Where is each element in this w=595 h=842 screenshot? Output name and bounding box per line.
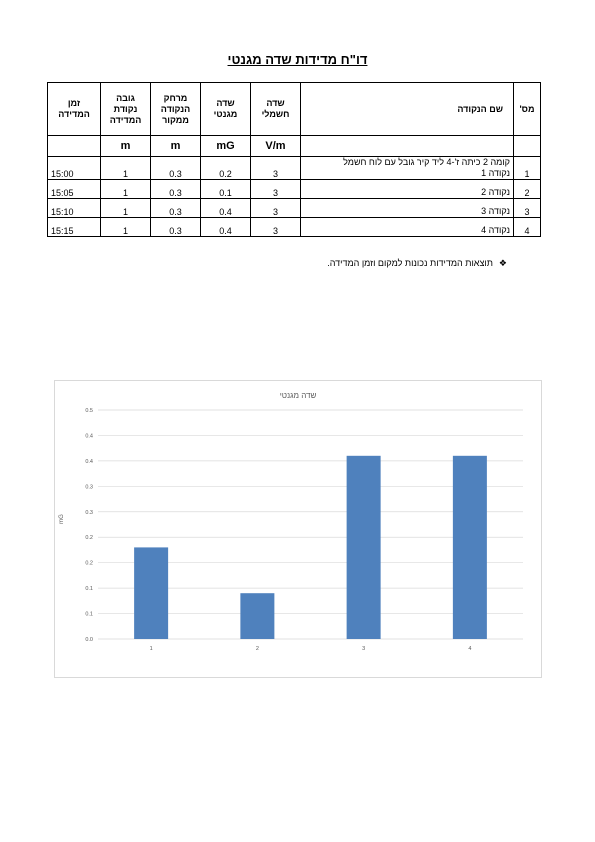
cell-magnetic: 0.2 bbox=[201, 157, 251, 180]
bar bbox=[347, 456, 381, 639]
cell-name: נקודה 3 bbox=[301, 199, 514, 218]
unit-time bbox=[48, 136, 101, 157]
y-tick-label: 0.2 bbox=[85, 535, 93, 542]
cell-distance: 0.3 bbox=[151, 199, 201, 218]
cell-name-point: נקודה 1 bbox=[481, 168, 510, 178]
results-note bbox=[327, 258, 507, 269]
cell-name bbox=[301, 157, 514, 180]
bar bbox=[240, 593, 274, 639]
header-time: זמן המדידה bbox=[48, 83, 101, 136]
units-row bbox=[48, 136, 541, 157]
header-row bbox=[48, 83, 541, 136]
table-row bbox=[48, 199, 541, 218]
unit-electric: V/m bbox=[251, 136, 301, 157]
unit-height: m bbox=[101, 136, 151, 157]
chart-title: שדה מגנטי bbox=[279, 391, 317, 400]
cell-time: 15:10 bbox=[48, 199, 101, 218]
cell-magnetic: 0.1 bbox=[201, 180, 251, 199]
y-tick-label: 0.1 bbox=[85, 611, 93, 618]
cell-electric: 3 bbox=[251, 199, 301, 218]
cell-height: 1 bbox=[101, 218, 151, 237]
cell-electric: 3 bbox=[251, 157, 301, 180]
unit-distance: m bbox=[151, 136, 201, 157]
y-tick-label: 0.4 bbox=[85, 458, 93, 465]
cell-num: 4 bbox=[514, 218, 541, 237]
cell-num: 1 bbox=[514, 157, 541, 180]
note-text: תוצאות המדידות נכונות למקום וזמן המדידה. bbox=[327, 258, 493, 268]
cell-electric: 3 bbox=[251, 180, 301, 199]
x-tick-label: 2 bbox=[255, 646, 259, 652]
diamond-bullet-icon: ❖ bbox=[498, 258, 507, 268]
unit-magnetic: mG bbox=[201, 136, 251, 157]
cell-time: 15:05 bbox=[48, 180, 101, 199]
cell-time: 15:00 bbox=[48, 157, 101, 180]
cell-height: 1 bbox=[101, 180, 151, 199]
cell-magnetic: 0.4 bbox=[201, 199, 251, 218]
y-axis-label: mG bbox=[59, 514, 65, 524]
table-row bbox=[48, 180, 541, 199]
cell-height: 1 bbox=[101, 157, 151, 180]
cell-height: 1 bbox=[101, 199, 151, 218]
header-magnetic: שדה מגנטי bbox=[201, 83, 251, 136]
y-tick-label: 0.0 bbox=[85, 637, 93, 643]
cell-magnetic: 0.4 bbox=[201, 218, 251, 237]
report-title bbox=[0, 52, 595, 67]
header-num: מס' bbox=[514, 83, 541, 136]
table-row bbox=[48, 218, 541, 237]
x-tick-label: 3 bbox=[362, 646, 366, 652]
y-tick-label: 0.5 bbox=[85, 408, 93, 414]
x-tick-label: 1 bbox=[149, 646, 153, 652]
y-tick-label: 0.3 bbox=[85, 484, 93, 491]
y-tick-label: 0.3 bbox=[85, 509, 93, 516]
header-name: שם הנקודה bbox=[301, 83, 514, 136]
cell-num: 3 bbox=[514, 199, 541, 218]
unit-num bbox=[514, 136, 541, 157]
y-tick-label: 0.2 bbox=[85, 560, 93, 567]
cell-distance: 0.3 bbox=[151, 180, 201, 199]
cell-electric: 3 bbox=[251, 218, 301, 237]
magnetic-field-chart bbox=[54, 380, 542, 678]
cell-time: 15:15 bbox=[48, 218, 101, 237]
y-tick-label: 0.1 bbox=[85, 586, 93, 593]
bar bbox=[453, 456, 487, 639]
table-row bbox=[48, 157, 541, 180]
bar bbox=[134, 547, 168, 639]
cell-num: 2 bbox=[514, 180, 541, 199]
y-tick-label: 0.4 bbox=[85, 433, 93, 440]
cell-name: נקודה 4 bbox=[301, 218, 514, 237]
unit-name bbox=[301, 136, 514, 157]
cell-distance: 0.3 bbox=[151, 218, 201, 237]
header-height: גובה נקודת המדידה bbox=[101, 83, 151, 136]
report-title-text: דו"ח מדידות שדה מגנטי bbox=[227, 52, 368, 67]
chart-svg bbox=[55, 381, 541, 677]
cell-name-location: קומה 2 כיתה ז'-4 ליד קיר גובל עם לוח חשמל bbox=[343, 157, 510, 167]
header-distance: מרחק הנקודה ממקור bbox=[151, 83, 201, 136]
cell-distance: 0.3 bbox=[151, 157, 201, 180]
x-tick-label: 4 bbox=[468, 646, 472, 652]
cell-name: נקודה 2 bbox=[301, 180, 514, 199]
measurements-table bbox=[47, 82, 541, 237]
header-electric: שדה חשמלי bbox=[251, 83, 301, 136]
